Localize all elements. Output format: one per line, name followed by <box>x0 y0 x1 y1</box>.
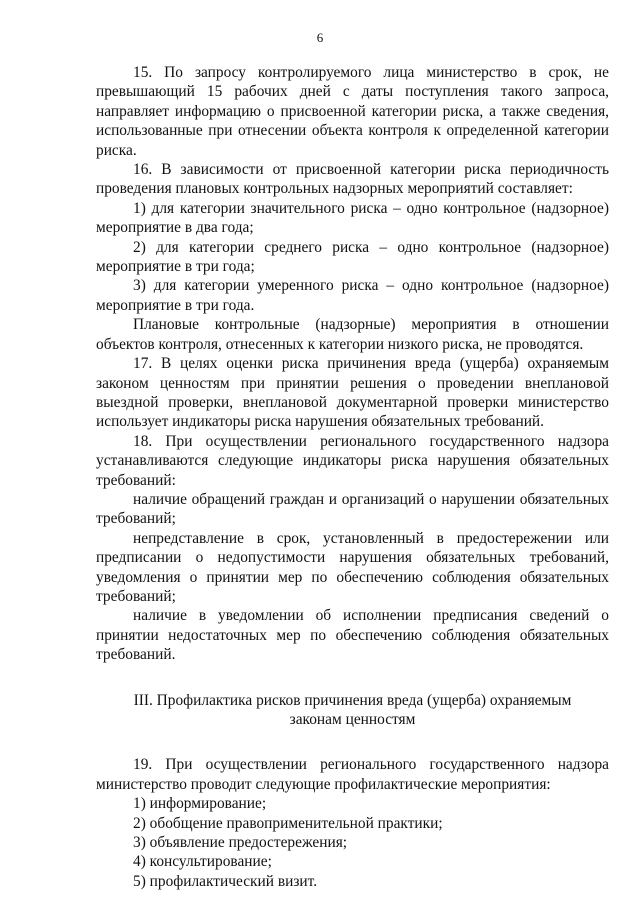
list-item-significant-risk: 1) для категории значительного риска – одно контрольное (надзорное) мероприятие в два года; <box>96 199 609 237</box>
paragraph-16: 16. В зависимости от присвоенной категории риска периодичность проведения плановых контрольных надзорных мероприятий составляет: <box>96 161 609 198</box>
list-item-preventive-visit: 5) профилактический визит. <box>133 872 318 890</box>
indicator-insufficient-measures: наличие в уведомлении об исполнении предписания сведений о принятии недостаточных мер по обеспечению соблюдения обязательных требований. <box>96 607 609 664</box>
section-heading: III. Профилактика рисков причинения вреда (ущерба) охраняемым законам ценностям <box>133 691 572 728</box>
paragraph-17: 17. В целях оценки риска причинения вреда (ущерба) охраняемым законом ценностям при принятии решения о проведении внеплановой выездной проверки, внеплановой документарной проверки министерство использует индикаторы риска нарушения обязательных требований. <box>96 355 609 431</box>
list-item-warning: 3) объявление предостережения; <box>133 834 348 852</box>
list-item-medium-risk: 2) для категории среднего риска – одно контрольное (надзорное) мероприятие в три года; <box>96 238 609 276</box>
paragraph-19: 19. При осуществлении регионального государственного надзора министерство проводит следующие профилактические мероприятия: <box>96 756 609 793</box>
list-item-moderate-risk: 3) для категории умеренного риска – одно контрольное (надзорное) мероприятие в три года. <box>96 277 609 314</box>
paragraph-18: 18. При осуществлении регионального государственного надзора устанавливаются следующие индикаторы риска нарушения обязательных требований: <box>96 432 609 489</box>
page-number: 6 <box>316 30 324 45</box>
indicator-appeals: наличие обращений граждан и организаций о нарушении обязательных требований; <box>96 490 609 528</box>
indicator-non-submission: непредставление в срок, установленный в предостережении или предписании о недопустимости нарушения обязательных требований, уведомления о принятии мер по обеспечению соблюдения обязательных требований; <box>96 529 609 605</box>
list-item-generalization: 2) обобщение правоприменительной практики; <box>133 814 443 832</box>
paragraph-15: 15. По запросу контролируемого лица министерство в срок, не превышающий 15 рабочих дней с даты поступления такого запроса, направляет информацию о присвоенной категории риска, а также сведения, использованные при отнесении объекта контроля к определенной категории риска. <box>96 64 609 159</box>
document-body <box>96 63 609 891</box>
list-item-consulting: 4) консультирование; <box>133 853 272 871</box>
list-item-informing: 1) информирование; <box>133 795 267 813</box>
paragraph-low-risk: Плановые контрольные (надзорные) мероприятия в отношении объектов контроля, отнесенных к категории низкого риска, не проводятся. <box>96 316 609 353</box>
